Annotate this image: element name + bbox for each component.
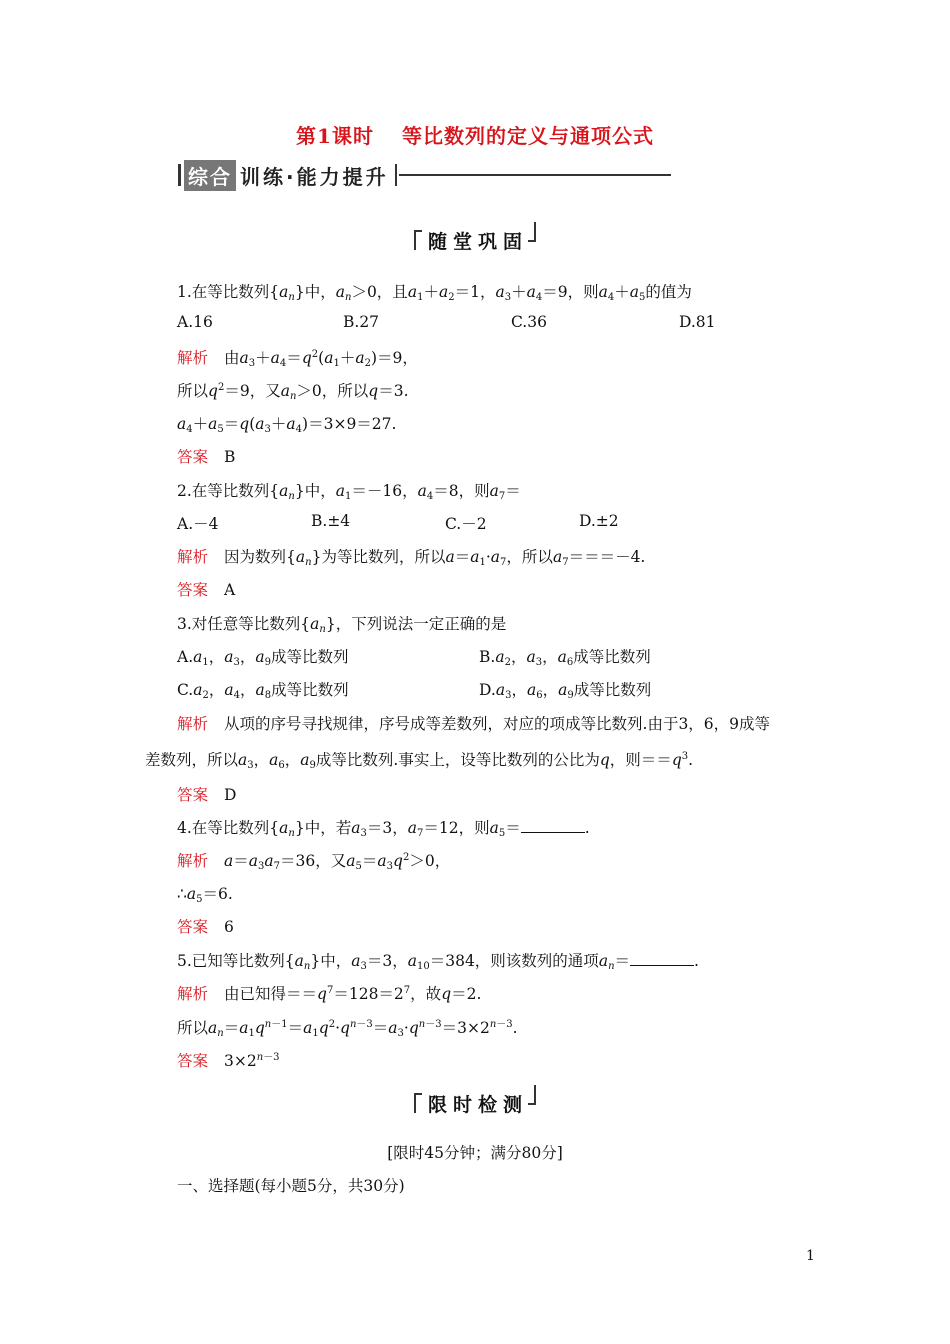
q1-option-d: D.81 <box>679 313 716 331</box>
q2-option-d: D.±2 <box>579 512 619 530</box>
banner-divider <box>395 164 397 186</box>
q1-option-a: A.16 <box>177 313 213 331</box>
q5-answer: 答案 $3\times 2^{n-3}$ <box>177 1052 280 1070</box>
q2-analysis: 解析 因为数列$\{a_n\}$为等比数列，所以$a=a_1\cdot a_7$，所以$a_7===-4$. <box>177 548 646 568</box>
q1-option-b: B.27 <box>343 313 380 331</box>
banner-bar <box>178 164 181 186</box>
lesson-topic: 等比数列的定义与通项公式 <box>401 124 654 148</box>
section-heading-test: 限时检测 <box>0 1085 950 1117</box>
lesson-number: 第1课时 <box>296 124 374 148</box>
question-3-stem: 3.对任意等比数列$\{a_n\}$，下列说法一定正确的是 <box>177 615 507 635</box>
q2-option-a: A.－4 <box>177 515 219 533</box>
question-2-stem: 2.在等比数列$\{a_n\}$中，$a_1=-16$，$a_4=8$，则$a_7=$ <box>177 482 521 502</box>
q3-option-b: $B.a_2$，$a_3$，$a_6$成等比数列 <box>479 648 651 668</box>
page-title <box>0 120 950 149</box>
answer-blank <box>630 953 694 966</box>
q2-option-b: B.±4 <box>311 512 351 530</box>
q1-analysis-1: 解析 由$a_3+a_4=q^2(a_1+a_2)=9$， <box>177 349 418 369</box>
q1-option-c: C.36 <box>511 313 547 331</box>
q3-answer: 答案 D <box>177 786 237 804</box>
q4-analysis-2: $\therefore a_5=6$. <box>177 885 233 905</box>
q1-analysis-2: 所以$q^2=9$，又$a_n>0$，所以q＝3. <box>177 382 409 402</box>
q4-analysis-1: 解析 $a=a_3a_7=36$，又$a_5=a_3q^2>0$， <box>177 852 451 872</box>
q2-answer: 答案 A <box>177 581 236 599</box>
q3-option-a: $A.a_1$，$a_3$，$a_9$成等比数列 <box>177 648 349 668</box>
banner-text: 训练·能力提升 <box>240 164 389 189</box>
part-heading: 一、选择题(每小题5分，共30分) <box>177 1177 405 1195</box>
banner-rule <box>399 174 671 176</box>
section-banner <box>178 160 671 190</box>
q5-analysis-2: 所以$a_n=a_1q^{n-1}=a_1q^2\cdot q^{n-3}=a_3\cdot q^{n-3}=3\times 2^{n-3}$. <box>177 1019 518 1039</box>
question-5-stem: 5.已知等比数列$\{a_n\}$中，$a_3=3$，$a_{10}=384$，则该数列的通项$a_n=$ . <box>177 952 699 972</box>
q3-analysis-1: 解析 从项的序号寻找规律，序号成等差数列，对应的项成等比数列.由于3，6，9成等 <box>177 715 771 733</box>
page-number: 1 <box>806 1248 815 1264</box>
q3-option-c: $C.a_2$，$a_4$，$a_8$成等比数列 <box>177 681 349 701</box>
test-info: [限时45分钟；满分80分] <box>387 1144 563 1162</box>
answer-label: 答案 <box>177 448 209 466</box>
q3-option-d: $D.a_3$，$a_6$，$a_9$成等比数列 <box>479 681 652 701</box>
question-4-stem: 4.在等比数列$\{a_n\}$中，若$a_3=3$，$a_7=12$，则$a_5=$ . <box>177 819 590 839</box>
q1-analysis-3: $a_4+a_5=q(a_3+a_4)=3\times 9=27$. <box>177 415 397 435</box>
question-1-stem: 1.在等比数列$\{a_n\}$中，$a_n>0$，且$a_1+a_2=1$，$a_3+a_4=9$，则$a_4+a_5$的值为 <box>177 283 692 303</box>
q1-answer: 答案 B <box>177 448 236 466</box>
q4-answer: 答案 6 <box>177 918 234 936</box>
analysis-label: 解析 <box>177 349 209 367</box>
banner-box: 综合 <box>184 160 236 191</box>
section-heading-practice: 随堂巩固 <box>0 222 950 254</box>
q5-analysis-1: 解析 由已知得$==q^7=128=2^7$，故q＝2. <box>177 985 482 1003</box>
q2-option-c: C.－2 <box>445 515 487 533</box>
answer-blank <box>521 820 585 833</box>
q3-analysis-2: 差数列，所以$a_3$，$a_6$，$a_9$成等比数列.事实上，设等比数列的公比为q，则$==q^3$. <box>145 751 694 771</box>
